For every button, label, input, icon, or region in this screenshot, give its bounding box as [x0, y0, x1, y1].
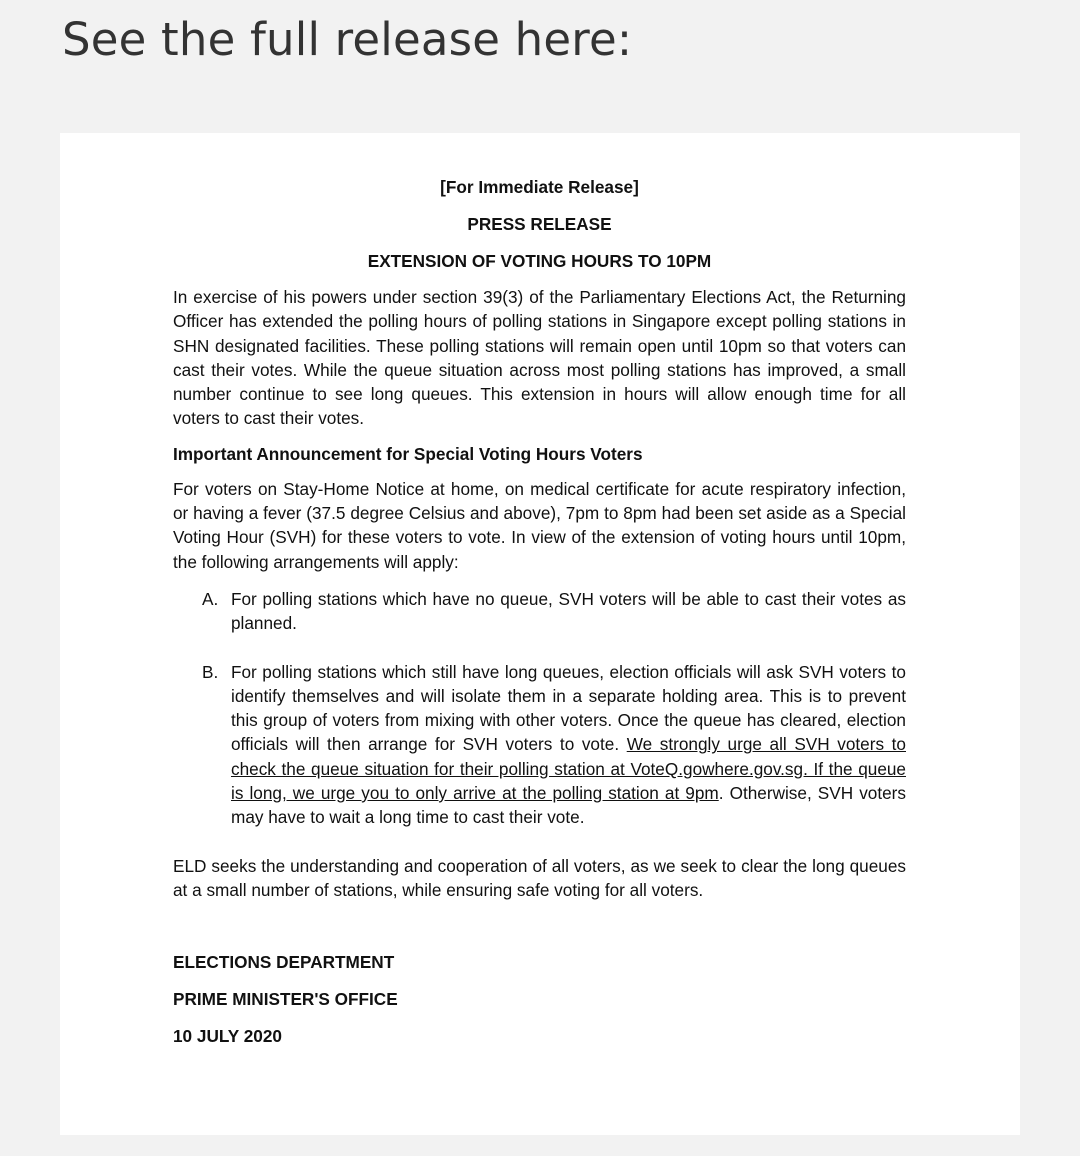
signature-date: 10 JULY 2020 — [173, 1026, 282, 1047]
list-item-b-text-end: . Otherwise, SVH voters may have to wait a long time to cast their vote. — [231, 783, 907, 828]
list-item-b-text — [231, 660, 906, 830]
press-release-image — [60, 133, 1020, 1135]
list-item-b — [173, 660, 906, 830]
announcement-subheading: Important Announcement for Special Voting Hours Voters — [173, 443, 643, 464]
paragraph-intro: In exercise of his powers under section 39(3) of the Parliamentary Elections Act, the Returning Officer has extended the polling hours of polling stations in Singapore except polling stations in SHN designated facilities. These polling stations will remain open until 10pm so that voters can cast their votes. While the queue situation across most polling stations has improved, a small number continue to see long queues. This extension in hours will allow enough time for all voters to cast their votes. — [173, 287, 906, 429]
paragraph-closing: ELD seeks the understanding and cooperation of all voters, as we seek to clear the long queues at a small number of stations, while ensuring safe voting for all voters. — [173, 855, 906, 900]
release-tag: [For Immediate Release] — [440, 177, 639, 197]
list-item-b-text-start: For polling stations which still have long queues, election officials will ask SVH voters to identify themselves and will isolate them in a separate holding area. This is to prevent this group of voters from mixing with other voters. Once the queue has cleared, election officials will then arrange for SVH voters to vote. — [231, 661, 906, 755]
press-release-content — [173, 177, 906, 1061]
list-marker-b: B. — [202, 661, 219, 682]
underlined-advisory: We strongly urge all SVH voters to check the queue situation for their polling station at VoteQ.gowhere.gov.sg. If the queue is long, we urge you to only arrive at the polling station at 9pm — [231, 734, 906, 804]
paragraph-svh: For voters on Stay-Home Notice at home, on medical certificate for acute respiratory infection, or having a fever (37.5 degree Celsius and above), 7pm to 8pm had been set aside as a Special Voting Hour (SVH) for these voters to vote. In view of the extension of voting hours until 10pm, the following arrangements will apply: — [173, 478, 906, 572]
list-item-a-text: For polling stations which have no queue, SVH voters will be able to cast their votes as planned. — [231, 588, 906, 634]
page-heading: See the full release here: — [62, 13, 633, 66]
list-marker-a: A. — [202, 588, 219, 609]
release-headline: EXTENSION OF VOTING HOURS TO 10PM — [367, 251, 712, 271]
list-item-a — [173, 587, 906, 636]
signature-office: PRIME MINISTER'S OFFICE — [173, 989, 398, 1010]
press-release-title: PRESS RELEASE — [467, 214, 612, 234]
signature-department: ELECTIONS DEPARTMENT — [173, 952, 395, 973]
